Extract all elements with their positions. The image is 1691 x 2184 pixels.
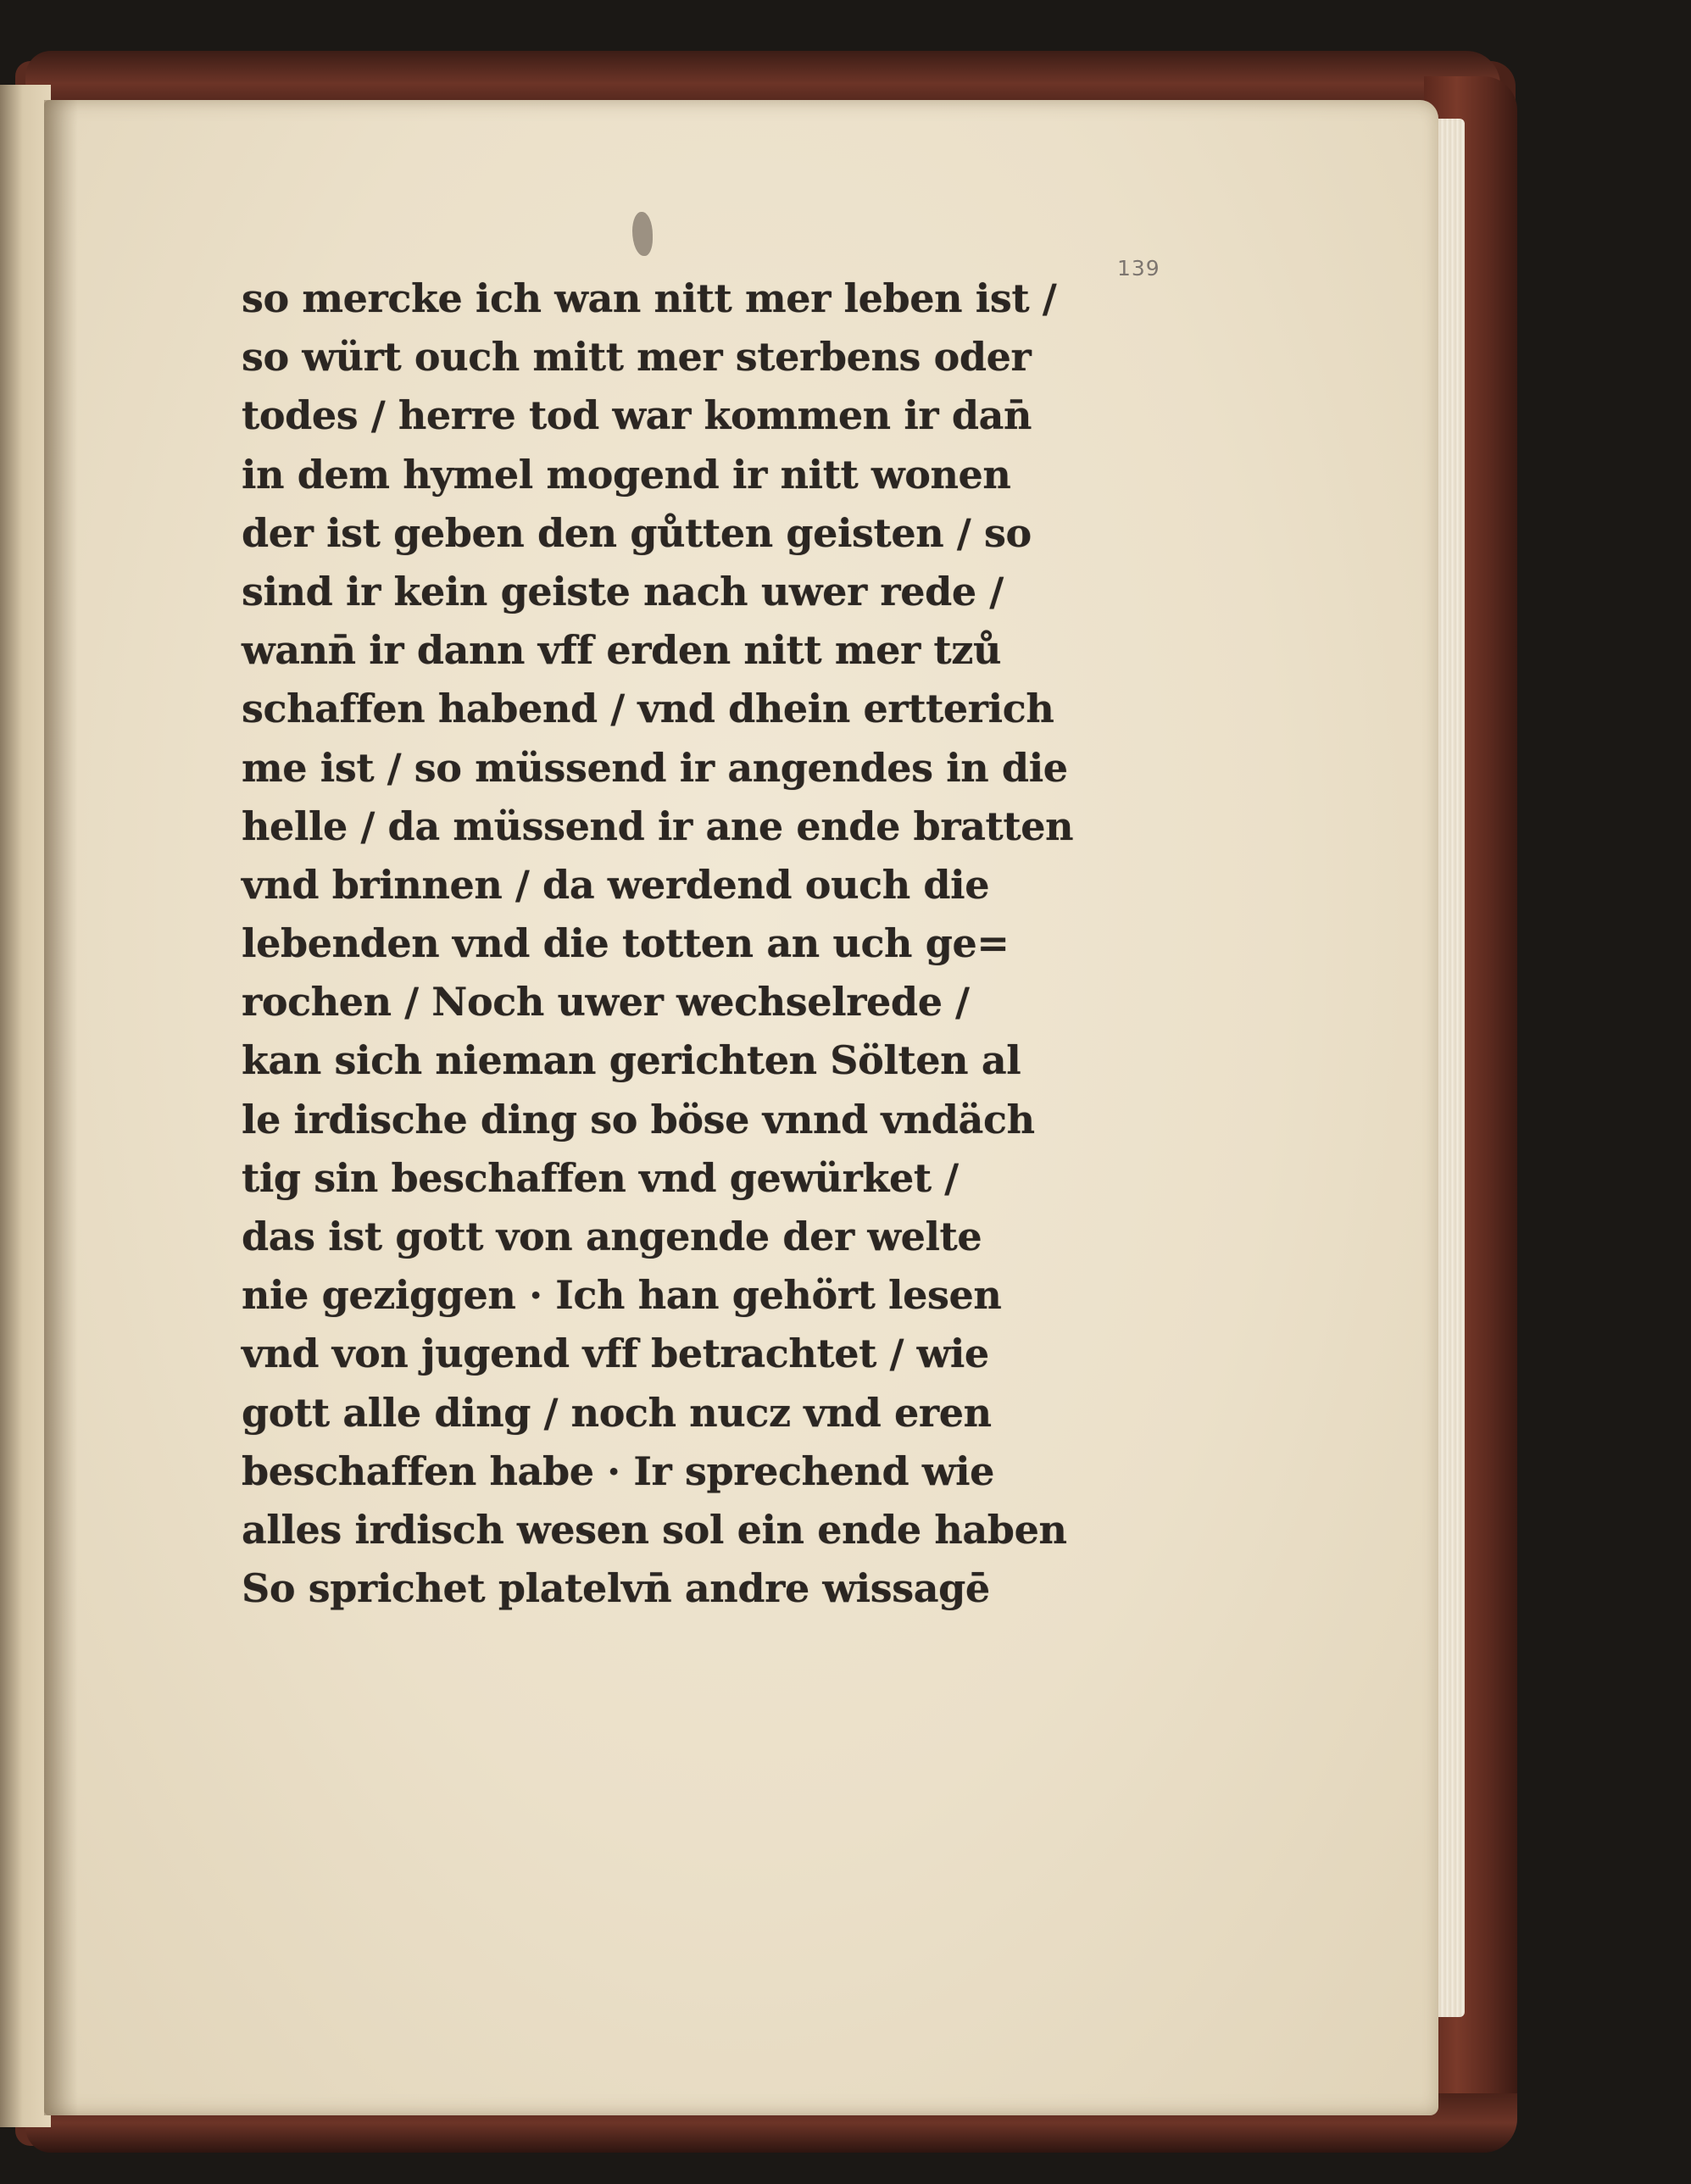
text-line: das ist gott von angende der welte xyxy=(242,1214,982,1259)
text-line: wann̄ ir dann vff erden nitt mer tzů xyxy=(242,627,1002,674)
text-line: vnd von jugend vff betrachtet / wie xyxy=(242,1331,989,1377)
text-line: so mercke ich wan nitt mer leben ist / xyxy=(242,275,1057,321)
text-line: so würt ouch mitt mer sterbens oder xyxy=(242,334,1032,381)
text-line: rochen / Noch uwer wechselrede / xyxy=(242,979,970,1025)
text-line: kan sich nieman gerichten Sölten al xyxy=(242,1037,1021,1084)
text-line: helle / da müssend ir ane ende bratten xyxy=(242,803,1074,849)
text-line: lebenden vnd die totten an uch ge= xyxy=(242,920,1010,967)
text-block xyxy=(242,270,1106,1618)
ink-stain xyxy=(632,212,653,256)
text-line: alles irdisch wesen sol ein ende haben xyxy=(242,1506,1067,1553)
text-line: schaffen habend / vnd dhein ertterich xyxy=(242,686,1054,732)
text-line: nie geziggen · Ich han gehört lesen xyxy=(242,1272,1002,1319)
text-line: me ist / so müssend ir angendes in die xyxy=(242,744,1068,791)
text-line: todes / herre tod war kommen ir dan̄ xyxy=(242,392,1032,439)
text-line: le irdische ding so böse vnnd vndäch xyxy=(242,1096,1035,1142)
text-line: tig sin beschaffen vnd gewürket / xyxy=(242,1154,959,1201)
folio-number: 139 xyxy=(1117,256,1160,281)
text-line: der ist geben den gůtten geisten / so xyxy=(242,509,1032,556)
text-line: in dem hymel mogend ir nitt wonen xyxy=(242,451,1011,497)
gutter-shadow xyxy=(44,100,78,2115)
text-line: gott alle ding / noch nucz vnd eren xyxy=(242,1389,992,1436)
text-line: vnd brinnen / da werdend ouch die xyxy=(242,861,990,908)
text-line: beschaffen habe · Ir sprechend wie xyxy=(242,1448,995,1494)
text-line: sind ir kein geiste nach uwer rede / xyxy=(242,568,1004,614)
text-line: So sprichet platelvn̄ andre wissagē xyxy=(242,1565,990,1612)
facing-leaf-edge xyxy=(0,85,51,2127)
